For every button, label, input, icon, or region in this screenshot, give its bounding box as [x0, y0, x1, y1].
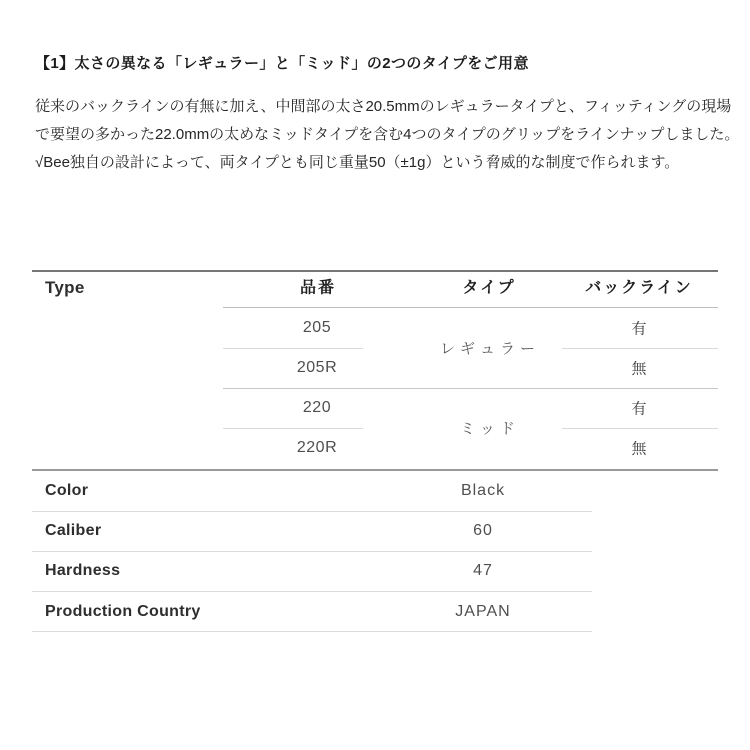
spec-value-production-country: JAPAN — [455, 603, 511, 620]
divider-line — [32, 511, 592, 512]
spec-value-color: Black — [460, 482, 506, 499]
group-divider-line — [223, 388, 718, 389]
divider-line — [32, 551, 592, 552]
description-line: で要望の多かった22.0mmの太めなミッドタイプを含む4つのタイプのグリップをラインナップしました。 — [35, 126, 740, 143]
part-number-cell: 205R — [296, 359, 338, 376]
spec-value-hardness: 47 — [473, 562, 493, 579]
backline-cell: 無 — [631, 360, 647, 378]
column-header-part-number: 品番 — [299, 279, 337, 297]
page-title: 【1】太さの異なる「レギュラー」と「ミッド」の2つのタイプをご用意 — [35, 55, 529, 72]
column-header-grip-type: タイプ — [462, 279, 516, 297]
part-number-cell: 220R — [296, 439, 338, 456]
description-paragraph — [35, 93, 740, 177]
header-underline — [223, 307, 718, 308]
spec-table — [32, 270, 718, 638]
description-line: √Bee独自の設計によって、両タイプとも同じ重量50（±1g）という脅威的な制度で作られます。 — [35, 154, 680, 171]
table-top-border — [32, 270, 718, 272]
table-bottom-border — [32, 631, 592, 632]
grip-type-cell: レギュラー — [439, 340, 541, 358]
backline-cell: 無 — [631, 440, 647, 458]
divider-line — [562, 348, 718, 349]
divider-line — [562, 428, 718, 429]
spec-value-caliber: 60 — [473, 522, 493, 539]
spec-label-hardness: Hardness — [45, 562, 121, 579]
spec-label-caliber: Caliber — [45, 522, 102, 539]
divider-line — [223, 348, 363, 349]
divider-line — [223, 428, 363, 429]
table-section-border — [32, 469, 718, 471]
part-number-cell: 220 — [302, 399, 332, 416]
backline-cell: 有 — [631, 400, 647, 418]
divider-line — [32, 591, 592, 592]
column-header-type: Type — [45, 278, 85, 297]
backline-cell: 有 — [631, 320, 647, 338]
spec-label-color: Color — [45, 482, 89, 499]
column-header-backline: バックライン — [585, 279, 693, 297]
description-line: 従来のバックラインの有無に加え、中間部の太さ20.5mmのレギュラータイプと、フィッティングの現場 — [35, 98, 732, 115]
grip-type-cell: ミッド — [460, 420, 520, 438]
part-number-cell: 205 — [302, 319, 332, 336]
spec-label-production-country: Production Country — [45, 603, 201, 620]
